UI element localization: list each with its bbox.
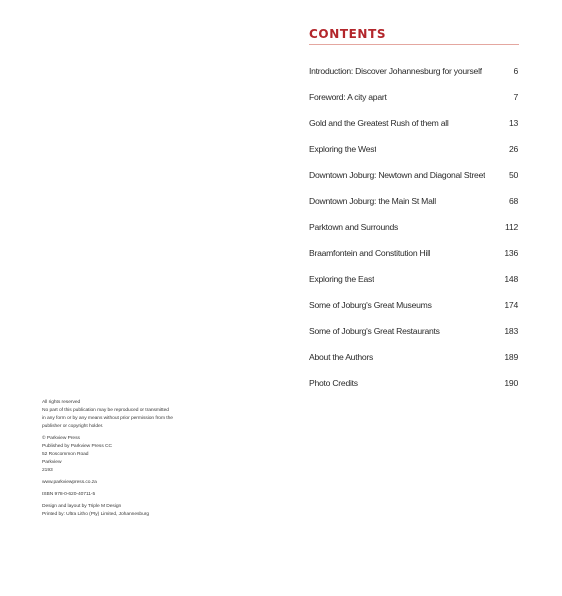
production-credits	[42, 503, 202, 519]
toc-entry-title: Downtown Joburg: Newtown and Diagonal Street	[309, 170, 486, 180]
rights-line: in any form or by any means without prior permission from the	[42, 416, 173, 421]
toc-entry	[309, 118, 518, 144]
rights-line: All rights reserved	[42, 400, 81, 405]
toc-entry-page: 112	[505, 222, 518, 232]
publisher-line: 52 Roscommon Road	[42, 452, 89, 457]
toc-entry	[309, 222, 518, 248]
toc-entry-page: 68	[508, 196, 518, 206]
toc-entry-title: Braamfontein and Constitution Hill	[309, 248, 431, 258]
toc-entry-page: 7	[513, 92, 518, 102]
toc-entry-title: Foreword: A city apart	[309, 92, 387, 102]
toc-entry	[309, 92, 518, 118]
toc-entry-page: 190	[504, 378, 518, 388]
toc-entry-title: Photo Credits	[309, 378, 358, 388]
toc-entry	[309, 144, 518, 170]
toc-entry	[309, 170, 518, 196]
toc-entry	[309, 248, 518, 274]
publisher-line: © Parkview Press	[42, 436, 80, 441]
rights-line: publisher or copyright holder.	[42, 424, 104, 429]
toc-entry-title: Gold and the Greatest Rush of them all	[309, 118, 449, 128]
toc-entry-page: 148	[504, 274, 518, 284]
contents-heading: CONTENTS	[309, 27, 387, 41]
toc-entry-page: 183	[504, 326, 518, 336]
rights-notice	[42, 399, 202, 431]
contents-divider	[309, 44, 519, 45]
toc-entry	[309, 300, 518, 326]
publisher-line: 2193	[42, 468, 53, 473]
toc-entry	[309, 274, 518, 300]
toc-entry-page: 189	[504, 352, 518, 362]
website-text: www.parkviewpress.co.za	[42, 480, 97, 485]
toc-entry-page: 174	[504, 300, 518, 310]
toc-entry	[309, 66, 518, 92]
toc-entry	[309, 196, 518, 222]
toc-entry-title: Introduction: Discover Johannesburg for yourself	[309, 66, 482, 76]
toc-entry-title: About the Authors	[309, 352, 374, 362]
toc-entry	[309, 352, 518, 378]
toc-entry	[309, 326, 518, 352]
toc-entry-title: Parktown and Surrounds	[309, 222, 399, 232]
publisher-line: Parkview	[42, 460, 62, 465]
toc-entry-title: Some of Joburg's Great Restaurants	[309, 326, 440, 336]
isbn-text: ISBN 978-0-620-40711-5	[42, 492, 96, 497]
table-of-contents	[309, 66, 518, 404]
toc-entry-title: Exploring the West	[309, 144, 377, 154]
toc-entry-title: Downtown Joburg: the Main St Mall	[309, 196, 436, 206]
imprint-block	[42, 399, 202, 523]
toc-entry-page: 6	[513, 66, 518, 76]
toc-entry-page: 13	[508, 118, 518, 128]
isbn-info	[42, 491, 202, 499]
toc-entry	[309, 378, 518, 404]
toc-entry-page: 26	[508, 144, 518, 154]
toc-entry-title: Some of Joburg's Great Museums	[309, 300, 432, 310]
publisher-info	[42, 435, 202, 475]
credit-line: Printed by: Ultra Litho (Pty) Limited, Johannesburg	[42, 512, 150, 517]
publisher-line: Published by Parkview Press CC	[42, 444, 112, 449]
website-info	[42, 479, 202, 487]
credit-line: Design and layout by Triple M Design	[42, 504, 122, 509]
toc-entry-page: 136	[504, 248, 518, 258]
toc-entry-title: Exploring the East	[309, 274, 375, 284]
rights-line: No part of this publication may be reproduced or transmitted	[42, 408, 169, 413]
toc-entry-page: 50	[508, 170, 518, 180]
